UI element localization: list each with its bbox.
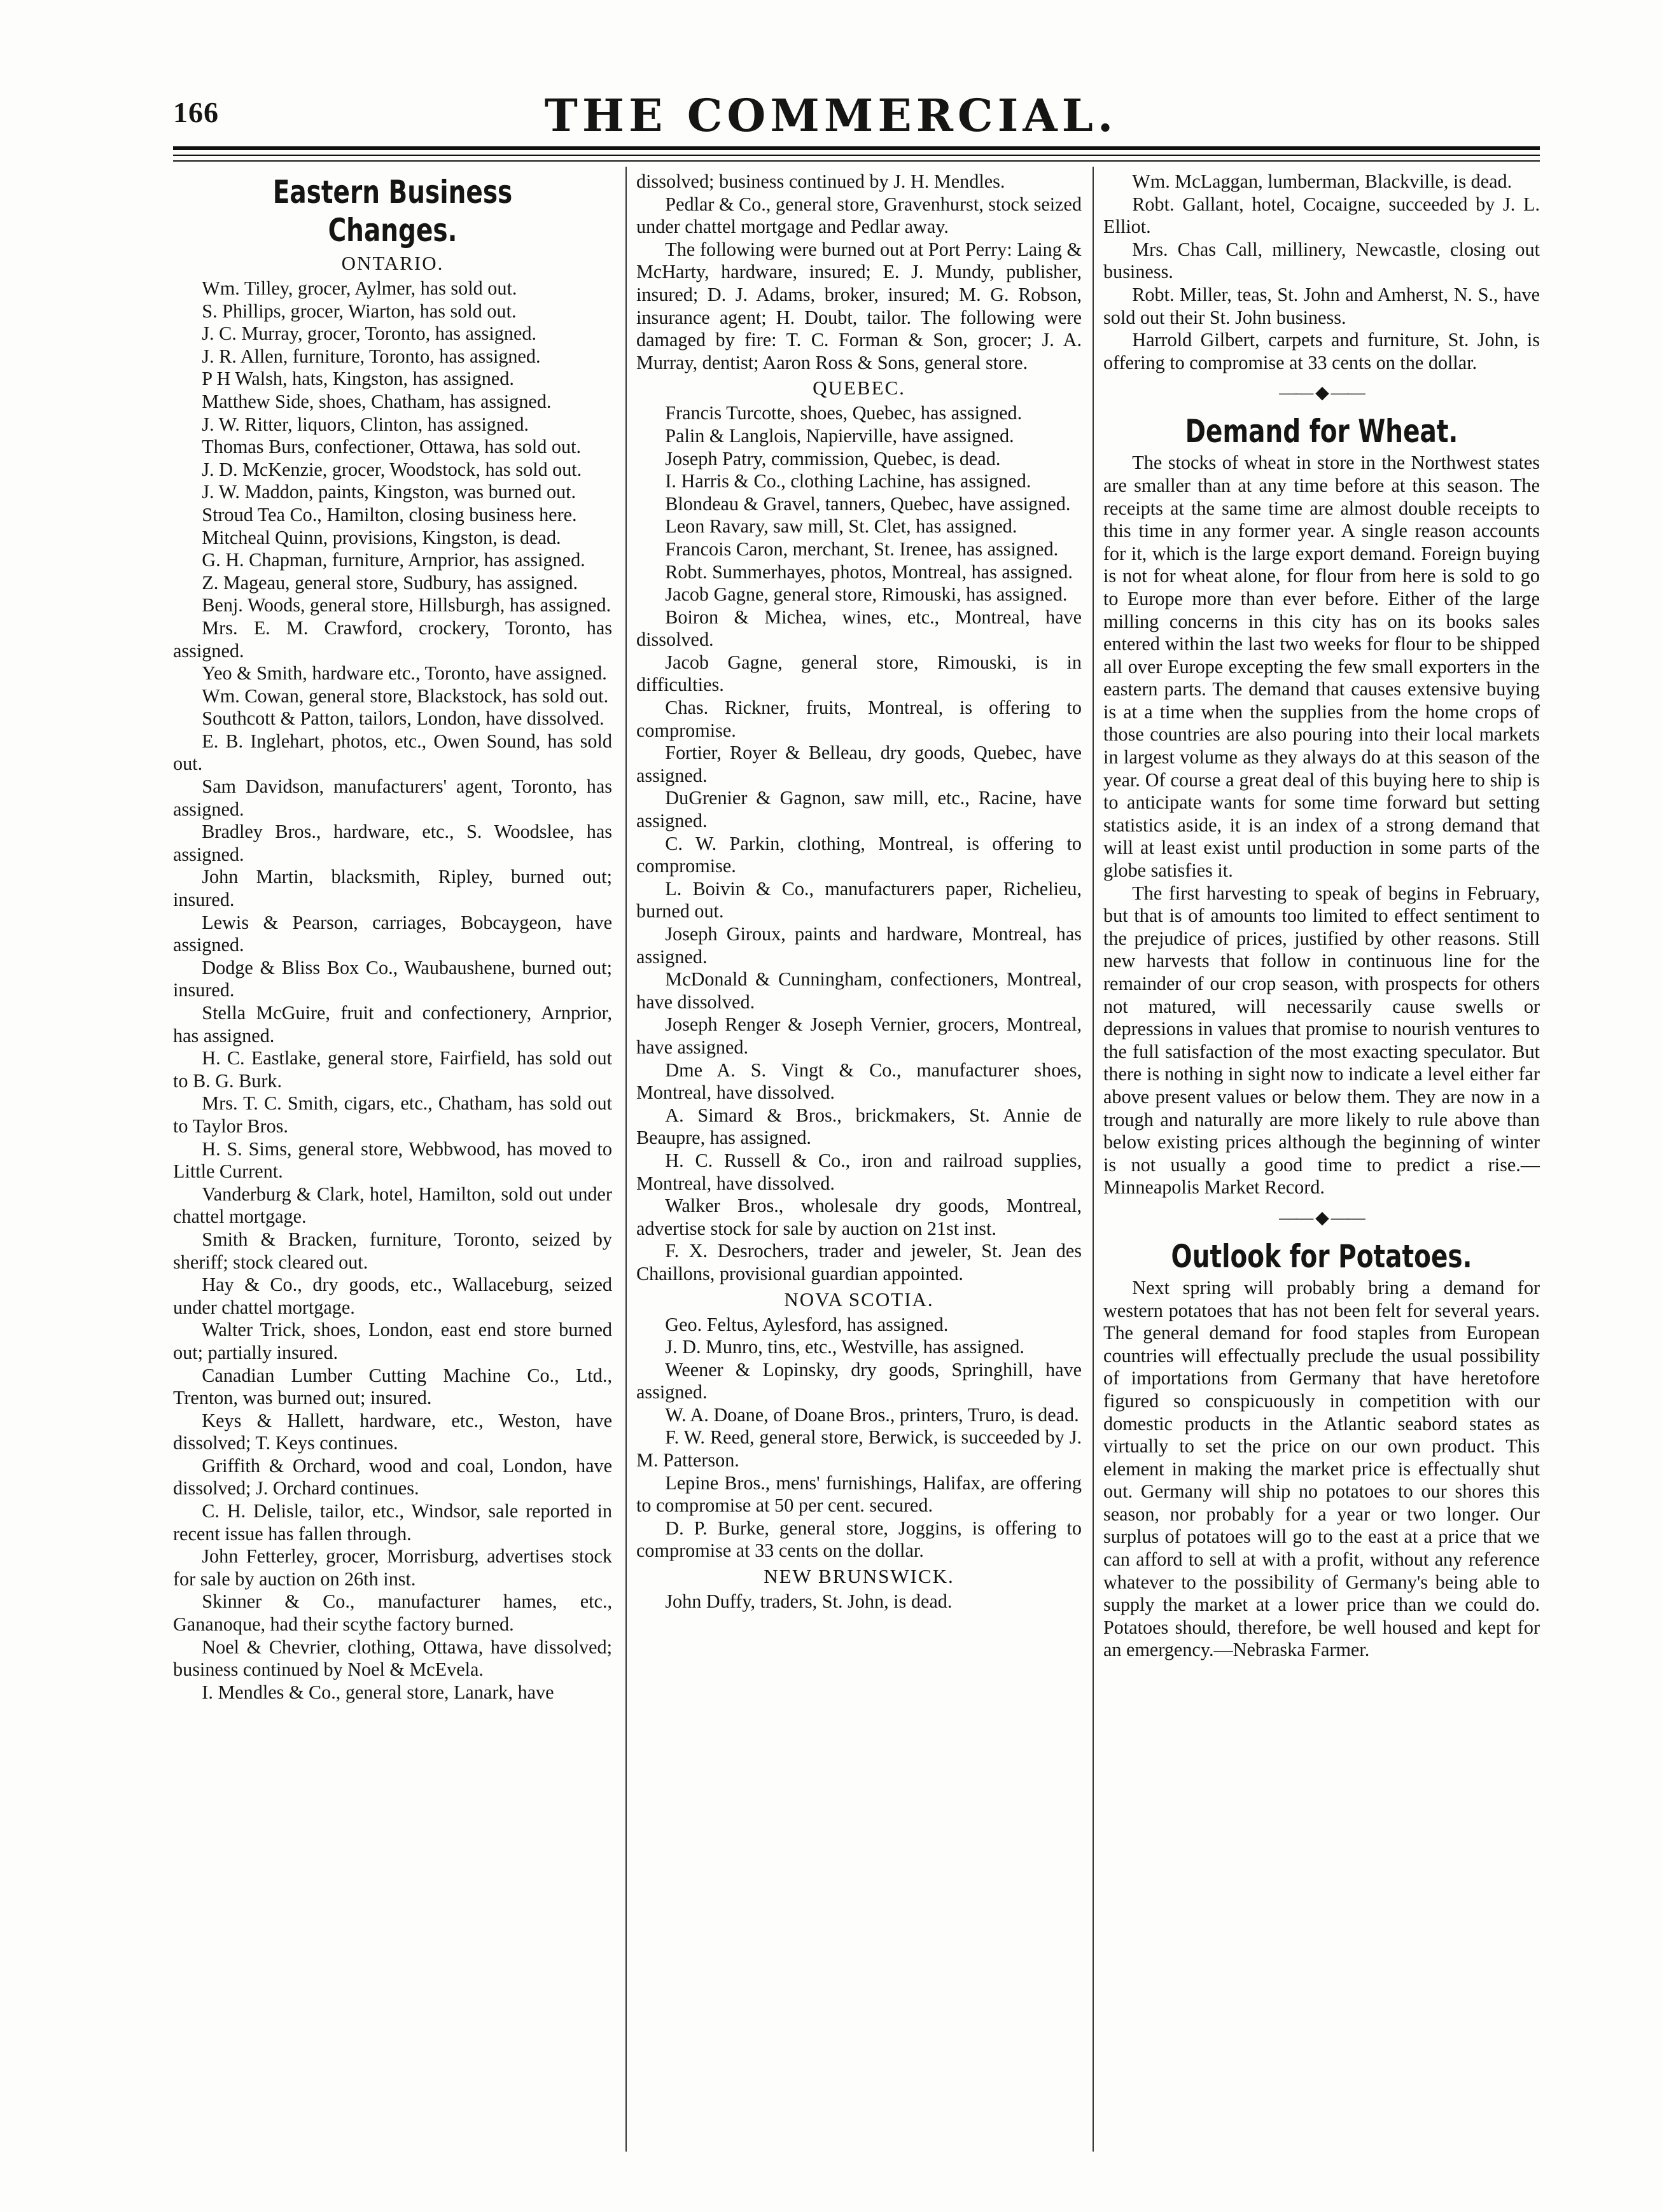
list-item: J. D. McKenzie, grocer, Woodstock, has sold out. bbox=[202, 458, 582, 480]
column-divider-2 bbox=[1093, 167, 1094, 2152]
list-item: I. Mendles & Co., general store, Lanark, have bbox=[202, 1681, 554, 1703]
list-item: John Martin, blacksmith, Ripley, burned out; insured. bbox=[173, 866, 612, 911]
list-item: S. Phillips, grocer, Wiarton, has sold out. bbox=[202, 300, 517, 322]
list-item: Joseph Giroux, paints and hardware, Montreal, has assigned. bbox=[636, 923, 1082, 968]
list-item: H. C. Eastlake, general store, Fairfield, has sold out to B. G. Burk. bbox=[173, 1047, 612, 1092]
list-item: Jacob Gagne, general store, Rimouski, has assigned. bbox=[665, 583, 1068, 606]
list-item: Lepine Bros., mens' furnishings, Halifax, are offering to compromise at 50 per cent. secured. bbox=[636, 1471, 1082, 1517]
list-item: Yeo & Smith, hardware etc., Toronto, have assigned. bbox=[202, 662, 607, 685]
article-paragraph: The stocks of wheat in store in the Northwest states are smaller than at any time before at this season. The receipts at the same time are almost double receipts to this time in any former year. A single reason accounts for it, which is the large export demand. Foreign buying is not for wheat alone, for flour from here is sold to go to Europe more than ever before. Either of the large milling concerns in this city has on its books sales entered within the last two weeks for flour to be shipped all over Europe excepting the few small exporters in the eastern parts. The demand that causes extensive buying is at a time when the supplies from the home crops of those countries are also pouring into their local markets in largest volume as they always do at this season of the year. Of course a great deal of this buying here to ship is to anticipate wants for some time forward but setting statistics aside, it is an index of a strong demand that will at least exist until production in some parts of the globe satisfies it. bbox=[1103, 452, 1540, 882]
list-item: Mrs. E. M. Crawford, crockery, Toronto, has assigned. bbox=[173, 616, 612, 662]
list-item: Dme A. S. Vingt & Co., manufacturer shoes, Montreal, have dissolved. bbox=[636, 1059, 1082, 1104]
subhead-quebec: QUEBEC. bbox=[813, 377, 905, 400]
list-item: L. Boivin & Co., manufacturers paper, Richelieu, burned out. bbox=[636, 877, 1082, 922]
article-paragraph: Next spring will probably bring a demand for western potatoes that has not been felt for several years. The general demand for food staples from European countries will effectually preclude the usual possibility of importations from Germany that have heretofore figured so conspicuously in competition with our domestic products in the Atlantic seabord states as virtually to set the price on our own product. This element in making the market price is effectually shut out. Germany will ship no potatoes to our shores this season, nor probably for a year or two longer. Our surplus of potatoes will go to the east at a price that we can afford to sell at with a profit, without any reference whatever to the possibility of Germany's being able to supply the market at a lower price than we could do. Potatoes should, therefore, be well housed and kept for an emergency.—Nebraska Farmer. bbox=[1103, 1276, 1540, 1661]
list-item: Mrs. T. C. Smith, cigars, etc., Chatham, has sold out to Taylor Bros. bbox=[173, 1092, 612, 1137]
list-item: Griffith & Orchard, wood and coal, London, have dissolved; J. Orchard continues. bbox=[173, 1454, 612, 1499]
masthead-rule-thin-2 bbox=[173, 160, 1540, 162]
list-item: Benj. Woods, general store, Hillsburgh, has assigned. bbox=[202, 594, 611, 616]
list-item: H. S. Sims, general store, Webbwood, has moved to Little Current. bbox=[173, 1137, 612, 1183]
list-item: Leon Ravary, saw mill, St. Clet, has assigned. bbox=[665, 515, 1017, 538]
list-item: Francois Caron, merchant, St. Irenee, has assigned. bbox=[665, 538, 1059, 560]
section-heading-demand-for-wheat: Demand for Wheat. bbox=[1185, 413, 1458, 450]
list-item: Stroud Tea Co., Hamilton, closing business here. bbox=[202, 503, 577, 525]
list-item: Pedlar & Co., general store, Gravenhurst, stock seized under chattel mortgage and Pedlar away. bbox=[636, 193, 1082, 238]
list-item: Walker Bros., wholesale dry goods, Montreal, advertise stock for sale by auction on 21st inst. bbox=[636, 1195, 1082, 1239]
list-item: P H Walsh, hats, Kingston, has assigned. bbox=[202, 368, 514, 390]
section-heading-outlook-for-potatoes: Outlook for Potatoes. bbox=[1171, 1237, 1472, 1275]
list-item: Wm. McLaggan, lumberman, Blackville, is dead. bbox=[1132, 170, 1512, 192]
list-item: G. H. Chapman, furniture, Arnprior, has assigned. bbox=[202, 549, 585, 571]
new-brunswick-list bbox=[636, 1590, 1082, 1613]
list-item: Skinner & Co., manufacturer hames, etc., Gananoque, had their scythe factory burned. bbox=[173, 1590, 612, 1636]
masthead-rule-thin bbox=[173, 155, 1540, 156]
list-item: Wm. Tilley, grocer, Aylmer, has sold out. bbox=[202, 277, 517, 299]
list-item: Geo. Feltus, Aylesford, has assigned. bbox=[665, 1313, 949, 1335]
column-1 bbox=[173, 170, 612, 2162]
masthead-rule-thick bbox=[173, 146, 1540, 150]
list-item: Smith & Bracken, furniture, Toronto, seized by sheriff; stock cleared out. bbox=[173, 1228, 612, 1273]
subhead-new-brunswick: NEW BRUNSWICK. bbox=[764, 1565, 954, 1588]
list-item: Mitcheal Quinn, provisions, Kingston, is dead. bbox=[202, 526, 561, 548]
list-item: Weener & Lopinsky, dry goods, Springhill, have assigned. bbox=[636, 1358, 1082, 1403]
list-item: Boiron & Michea, wines, etc., Montreal, have dissolved. bbox=[636, 606, 1082, 651]
list-item: McDonald & Cunningham, confectioners, Montreal, have dissolved. bbox=[636, 968, 1082, 1013]
list-item: Sam Davidson, manufacturers' agent, Toronto, has assigned. bbox=[173, 776, 612, 820]
list-item: Lewis & Pearson, carriages, Bobcaygeon, have assigned. bbox=[173, 911, 612, 956]
list-item: Francis Turcotte, shoes, Quebec, has assigned. bbox=[665, 402, 1023, 424]
section-heading-eastern-business-changes: Eastern Business Changes. bbox=[272, 174, 513, 249]
list-item: Palin & Langlois, Napierville, have assigned. bbox=[665, 424, 1014, 447]
list-item: Wm. Cowan, general store, Blackstock, has sold out. bbox=[202, 685, 609, 707]
list-item: Canadian Lumber Cutting Machine Co., Ltd., Trenton, was burned out; insured. bbox=[173, 1364, 612, 1409]
ontario-list bbox=[173, 277, 612, 1704]
column-2 bbox=[636, 170, 1082, 2162]
list-item: Chas. Rickner, fruits, Montreal, is offering to compromise. bbox=[636, 697, 1082, 741]
list-item: C. H. Delisle, tailor, etc., Windsor, sale reported in recent issue has fallen through. bbox=[173, 1500, 612, 1545]
list-item: Dodge & Bliss Box Co., Waubaushene, burned out; insured. bbox=[173, 956, 612, 1001]
list-item: Southcott & Patton, tailors, London, have dissolved. bbox=[202, 707, 604, 730]
list-item: The following were burned out at Port Perry: Laing & McHarty, hardware, insured; E. J. Mundy, publisher, insured; D. J. Adams, broker, insured; M. G. Robson, insurance agent; H. Doubt, tailor. The following were damaged by fire: T. C. Forman & Son, grocer; J. A. Murray, dentist; Aaron Ross & Sons, general store. bbox=[636, 238, 1082, 373]
list-item: J. C. Murray, grocer, Toronto, has assigned. bbox=[202, 323, 536, 345]
subhead-ontario: ONTARIO. bbox=[341, 252, 444, 274]
list-item: Blondeau & Gravel, tanners, Quebec, have assigned. bbox=[665, 492, 1071, 515]
list-item: Bradley Bros., hardware, etc., S. Woodslee, has assigned. bbox=[173, 821, 612, 865]
list-item: Z. Mageau, general store, Sudbury, has assigned. bbox=[202, 571, 578, 594]
list-item: A. Simard & Bros., brickmakers, St. Annie de Beaupre, has assigned. bbox=[636, 1104, 1082, 1149]
list-item: Fortier, Royer & Belleau, dry goods, Quebec, have assigned. bbox=[636, 742, 1082, 786]
list-item: E. B. Inglehart, photos, etc., Owen Sound, has sold out. bbox=[173, 730, 612, 775]
nova-scotia-list bbox=[636, 1314, 1082, 1563]
list-item: John Duffy, traders, St. John, is dead. bbox=[665, 1590, 953, 1613]
section-divider: —— ◆ —— bbox=[1279, 383, 1364, 403]
list-item: Hay & Co., dry goods, etc., Wallaceburg, seized under chattel mortgage. bbox=[173, 1274, 612, 1318]
masthead-title: THE COMMERCIAL. bbox=[544, 89, 1118, 142]
list-item: D. P. Burke, general store, Joggins, is offering to compromise at 33 cents on the dollar. bbox=[636, 1517, 1082, 1562]
section-divider: —— ◆ —— bbox=[1279, 1207, 1364, 1228]
list-item: Joseph Renger & Joseph Vernier, grocers, Montreal, have assigned. bbox=[636, 1013, 1082, 1058]
list-item: J. R. Allen, furniture, Toronto, has assigned. bbox=[202, 345, 541, 367]
article-paragraph: The first harvesting to speak of begins in February, but that is of amounts too limited to effect sentiment to the prejudice of prices, justified by other reasons. Still new harvests that follow in continuous line for the remainder of our crop season, with prospects for others not matured, will necessarily cause swells or depressions in values that promise to nourish ventures to the full satisfaction of the most exacting speculator. But there is nothing in sight now to indicate a level either far above present values or below them. They are now in a trough and naturally are more likely to rule above than below existing prices although the beginning of winter is not usually a good time to predict a rise.—Minneapolis Market Record. bbox=[1103, 882, 1540, 1199]
list-item: Keys & Hallett, hardware, etc., Weston, have dissolved; T. Keys continues. bbox=[173, 1409, 612, 1454]
list-item: Matthew Side, shoes, Chatham, has assigned. bbox=[202, 390, 552, 412]
list-item: Walter Trick, shoes, London, east end store burned out; partially insured. bbox=[173, 1319, 612, 1363]
list-item: Jacob Gagne, general store, Rimouski, is in difficulties. bbox=[636, 651, 1082, 696]
page-number: 166 bbox=[173, 96, 219, 129]
list-item: J. D. Munro, tins, etc., Westville, has assigned. bbox=[665, 1336, 1024, 1358]
list-item: I. Harris & Co., clothing Lachine, has assigned. bbox=[665, 470, 1031, 492]
list-item: Robt. Summerhayes, photos, Montreal, has assigned. bbox=[665, 560, 1073, 583]
list-item: F. W. Reed, general store, Berwick, is succeeded by J. M. Patterson. bbox=[636, 1426, 1082, 1471]
list-item: Robt. Miller, teas, St. John and Amherst, N. S., have sold out their St. John business. bbox=[1103, 283, 1540, 328]
column-divider-1 bbox=[625, 167, 627, 2152]
list-item: Joseph Patry, commission, Quebec, is dead. bbox=[665, 447, 1001, 470]
list-item: Robt. Gallant, hotel, Cocaigne, succeeded by J. L. Elliot. bbox=[1103, 193, 1540, 238]
list-item: Mrs. Chas Call, millinery, Newcastle, closing out business. bbox=[1103, 238, 1540, 283]
column-3 bbox=[1103, 170, 1540, 2162]
list-item: John Fetterley, grocer, Morrisburg, advertises stock for sale by auction on 26th inst. bbox=[173, 1545, 612, 1590]
list-item: W. A. Doane, of Doane Bros., printers, Truro, is dead. bbox=[665, 1403, 1079, 1426]
list-item: J. W. Maddon, paints, Kingston, was burned out. bbox=[202, 481, 576, 503]
list-item: J. W. Ritter, liquors, Clinton, has assigned. bbox=[202, 413, 529, 435]
list-item: Stella McGuire, fruit and confectionery, Arnprior, has assigned. bbox=[173, 1002, 612, 1047]
list-item: H. C. Russell & Co., iron and railroad supplies, Montreal, have dissolved. bbox=[636, 1149, 1082, 1194]
list-item: Noel & Chevrier, clothing, Ottawa, have dissolved; business continued by Noel & McEvela. bbox=[173, 1636, 612, 1681]
list-item: F. X. Desrochers, trader and jeweler, St. Jean des Chaillons, provisional guardian appointed. bbox=[636, 1240, 1082, 1284]
list-item: Harrold Gilbert, carpets and furniture, St. John, is offering to compromise at 33 cents on the dollar. bbox=[1103, 329, 1540, 373]
list-item-continued: dissolved; business continued by J. H. Mendles. bbox=[636, 170, 1005, 192]
list-item: DuGrenier & Gagnon, saw mill, etc., Racine, have assigned. bbox=[636, 787, 1082, 832]
list-item: Thomas Burs, confectioner, Ottawa, has sold out. bbox=[202, 436, 581, 458]
list-item: C. W. Parkin, clothing, Montreal, is offering to compromise. bbox=[636, 832, 1082, 877]
list-item: Vanderburg & Clark, hotel, Hamilton, sold out under chattel mortgage. bbox=[173, 1183, 612, 1228]
subhead-nova-scotia: NOVA SCOTIA. bbox=[784, 1288, 934, 1311]
quebec-list bbox=[636, 402, 1082, 1285]
